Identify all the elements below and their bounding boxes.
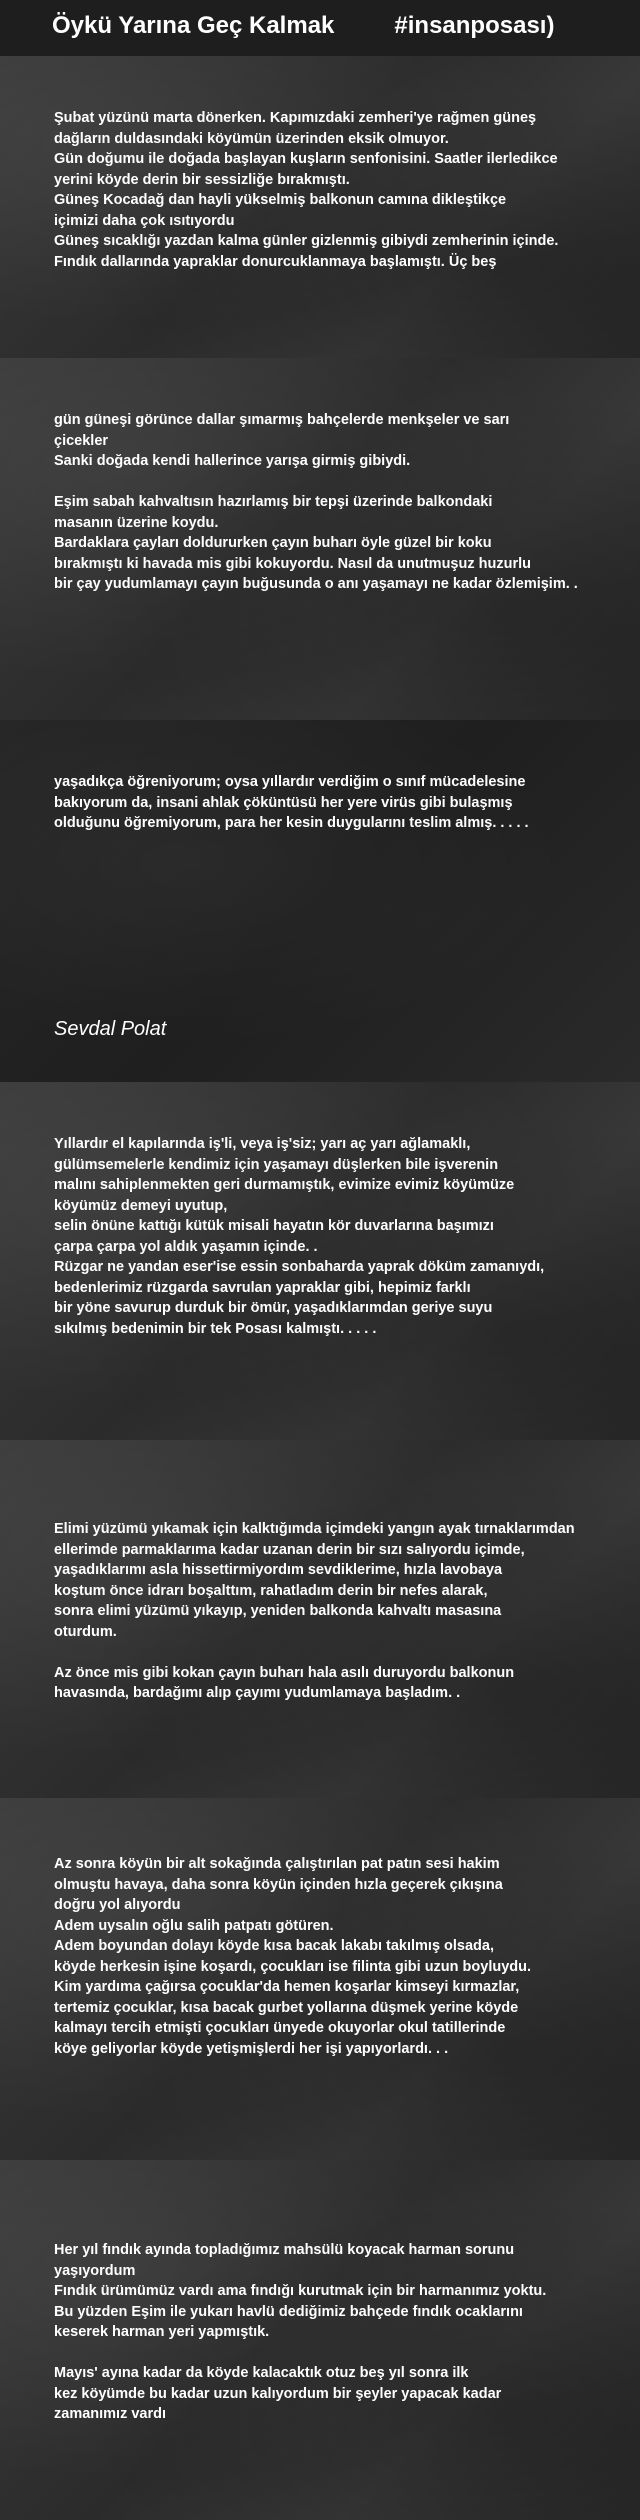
text-line: Rüzgar ne yandan eser'ise essin sonbaharda yaprak döküm zamanıydı,: [54, 1259, 545, 1275]
text-line: doğru yol alıyordu: [54, 1897, 181, 1913]
text-line: Bu yüzden Eşim ile yukarı havlü dediğimiz bahçede fındık ocaklarını: [54, 2303, 523, 2320]
text-line: çicekler: [54, 432, 109, 449]
text-line: gün güneşi görünce dallar şımarmış bahçelerde menkşeler ve sarı: [54, 412, 510, 428]
text-line: sıkılmış bedenimin bir tek Posası kalmıştı. . . . .: [54, 1320, 377, 1337]
text-line: Bardaklara çayları doldururken çayın buharı öyle güzel bir koku: [54, 535, 492, 551]
text-line: [54, 1642, 634, 1663]
text-line: oturdum.: [54, 1623, 117, 1640]
page-title: Öykü Yarına Geç Kalmak #insanposası): [52, 12, 555, 39]
text-line: ellerimde parmaklarıma kadar uzanan derin bir sızı salıyordu içimde,: [54, 1541, 525, 1558]
text-line: Güneş sıcaklığı yazdan kalma günler gizlenmiş gibiydi zemherinin içinde.: [54, 233, 559, 249]
text-line: Fındık dallarında yapraklar donurcuklanmaya başlamıştı. Üç beş: [54, 253, 497, 270]
text-line: köyde herkesin işine koşardı, çocukları ise filinta gibi uzun boyluydu.: [54, 1958, 532, 1975]
text-line: keserek harman yeri yapmıştık.: [54, 2324, 270, 2340]
text-line: yaşadıklarımı asla hissettirmiyordım sevdiklerime, hızla lavobaya: [54, 1562, 503, 1578]
section-text: [54, 1854, 634, 2059]
text-line: köyümüz demeyi uyutup,: [54, 1197, 228, 1214]
text-line: Az sonra köyün bir alt sokağında çalıştırılan pat patın sesi hakim: [54, 1856, 500, 1872]
section-text: [54, 2240, 634, 2425]
text-line: Adem boyundan dolayı köyde kısa bacak lakabı takılmış olsada,: [54, 1938, 494, 1954]
story-section-5: [0, 1440, 640, 1798]
story-section-2: [0, 358, 640, 720]
text-line: Az önce mis gibi kokan çayın buharı hala asılı duruyordu balkonun: [54, 1664, 515, 1681]
text-line: çarpa çarpa yol aldık yaşamın içinde. .: [54, 1238, 318, 1255]
text-line: sonra elimi yüzümü yıkayıp, yeniden balkonda kahvaltı masasına: [54, 1603, 502, 1619]
title-bar: [0, 0, 640, 56]
text-line: bedenlerimiz rüzgarda savrulan yapraklar gibi, hepimiz farklı: [54, 1279, 471, 1296]
text-line: dağların duldasındaki köyümün üzerinden eksik olmuyor.: [54, 130, 449, 147]
section-text: [54, 108, 634, 272]
text-line: Mayıs' ayına kadar da köyde kalacaktık otuz beş yıl sonra ilk: [54, 2365, 469, 2381]
section-text: [54, 410, 634, 595]
text-line: Fındık ürümümüz vardı ama fındığı kurutmak için bir harmanımız yoktu.: [54, 2283, 547, 2299]
text-line: Adem uysalın oğlu salih patpatı götüren.: [54, 1917, 334, 1934]
text-line: yerini köyde derin bir sessizliğe bırakmıştı.: [54, 171, 350, 188]
text-line: bir çay yudumlamayı çayın buğusunda o anı yaşamayı ne kadar özlemişim. .: [54, 576, 578, 592]
section-text: [54, 1519, 634, 1704]
text-line: masanın üzerine koydu.: [54, 514, 219, 531]
text-line: koştum önce idrarı boşalttım, rahatladım derin bir nefes alarak,: [54, 1582, 488, 1599]
text-line: havasında, bardağımı alıp çayımı yudumlamaya başladım. .: [54, 1685, 461, 1701]
text-line: Elimi yüzümü yıkamak için kalktığımda içimdeki yangın ayak tırnaklarımdan: [54, 1521, 575, 1537]
text-line: yaşadıkça öğreniyorum; oysa yıllardır verdiğim o sınıf mücadelesine: [54, 774, 526, 790]
author-name: Sevdal Polat: [54, 1018, 167, 1040]
text-line: Kim yardıma çağırsa çocuklar'da hemen koşarlar kimseyi kırmazlar,: [54, 1979, 520, 1995]
text-line: olduğunu öğremiyorum, para her kesin duygularını teslim almış. . . . .: [54, 815, 529, 831]
section-text: [54, 772, 634, 834]
text-line: köye geliyorlar köyde yetişmişlerdi her işi yapıyorlardı. . .: [54, 2040, 449, 2057]
text-line: bir yöne savurup durduk bir ömür, yaşadıklarımdan geriye suyu: [54, 1300, 493, 1316]
text-line: bakıyorum da, insani ahlak çöküntüsü her yere virüs gibi bulaşmış: [54, 794, 513, 811]
text-line: Eşim sabah kahvaltısın hazırlamış bir tepşi üzerinde balkondaki: [54, 494, 493, 510]
text-line: Gün doğumu ile doğada başlayan kuşların senfonisini. Saatler ilerledikce: [54, 151, 558, 167]
story-section-4: [0, 1082, 640, 1440]
text-line: Güneş Kocadağ dan hayli yükselmiş balkonun camına dikleştikçe: [54, 192, 507, 208]
text-line: malını sahiplenmekten geri durmamıştık, evimize evimiz köyümüze: [54, 1177, 515, 1193]
story-section-7: [0, 2160, 640, 2520]
text-line: tertemiz çocuklar, kısa bacak gurbet yollarına düşmek yerine köyde: [54, 1999, 519, 2016]
text-line: Her yıl fındık ayında topladığımız mahsülü koyacak harman sorunu: [54, 2242, 515, 2258]
text-line: içimizi daha çok ısıtıyordu: [54, 212, 235, 229]
section-text: [54, 1134, 634, 1339]
text-line: kez köyümde bu kadar uzun kalıyordum bir şeyler yapacak kadar: [54, 2385, 502, 2402]
text-line: Şubat yüzünü marta dönerken. Kapımızdaki zemheri'ye rağmen güneş: [54, 110, 537, 126]
text-line: Sanki doğada kendi hallerince yarışa girmiş gibiydi.: [54, 453, 411, 469]
story-section-1: [0, 56, 640, 358]
text-line: zamanımız vardı: [54, 2406, 167, 2422]
text-line: yaşıyordum: [54, 2262, 136, 2279]
text-line: gülümsemelerle kendimiz için yaşamayı düşlerken bile işverenin: [54, 1156, 499, 1173]
text-line: [54, 2343, 634, 2364]
text-line: kalmayı tercih etmişti çocukları ünyede okuyorlar okul tatillerinde: [54, 2020, 506, 2036]
text-line: bırakmıştı ki havada mis gibi kokuyordu. Nasıl da unutmuşuz huzurlu: [54, 555, 531, 572]
text-line: Yıllardır el kapılarında iş'li, veya iş'siz; yarı aç yarı ağlamaklı,: [54, 1136, 471, 1152]
text-line: selin önüne kattığı kütük misali hayatın kör duvarlarına başımızı: [54, 1218, 494, 1234]
story-section-6: [0, 1798, 640, 2160]
story-section-3: [0, 720, 640, 1082]
text-line: olmuştu havaya, daha sonra köyün içinden hızla geçerek çıkışına: [54, 1876, 503, 1893]
text-line: [54, 472, 634, 493]
